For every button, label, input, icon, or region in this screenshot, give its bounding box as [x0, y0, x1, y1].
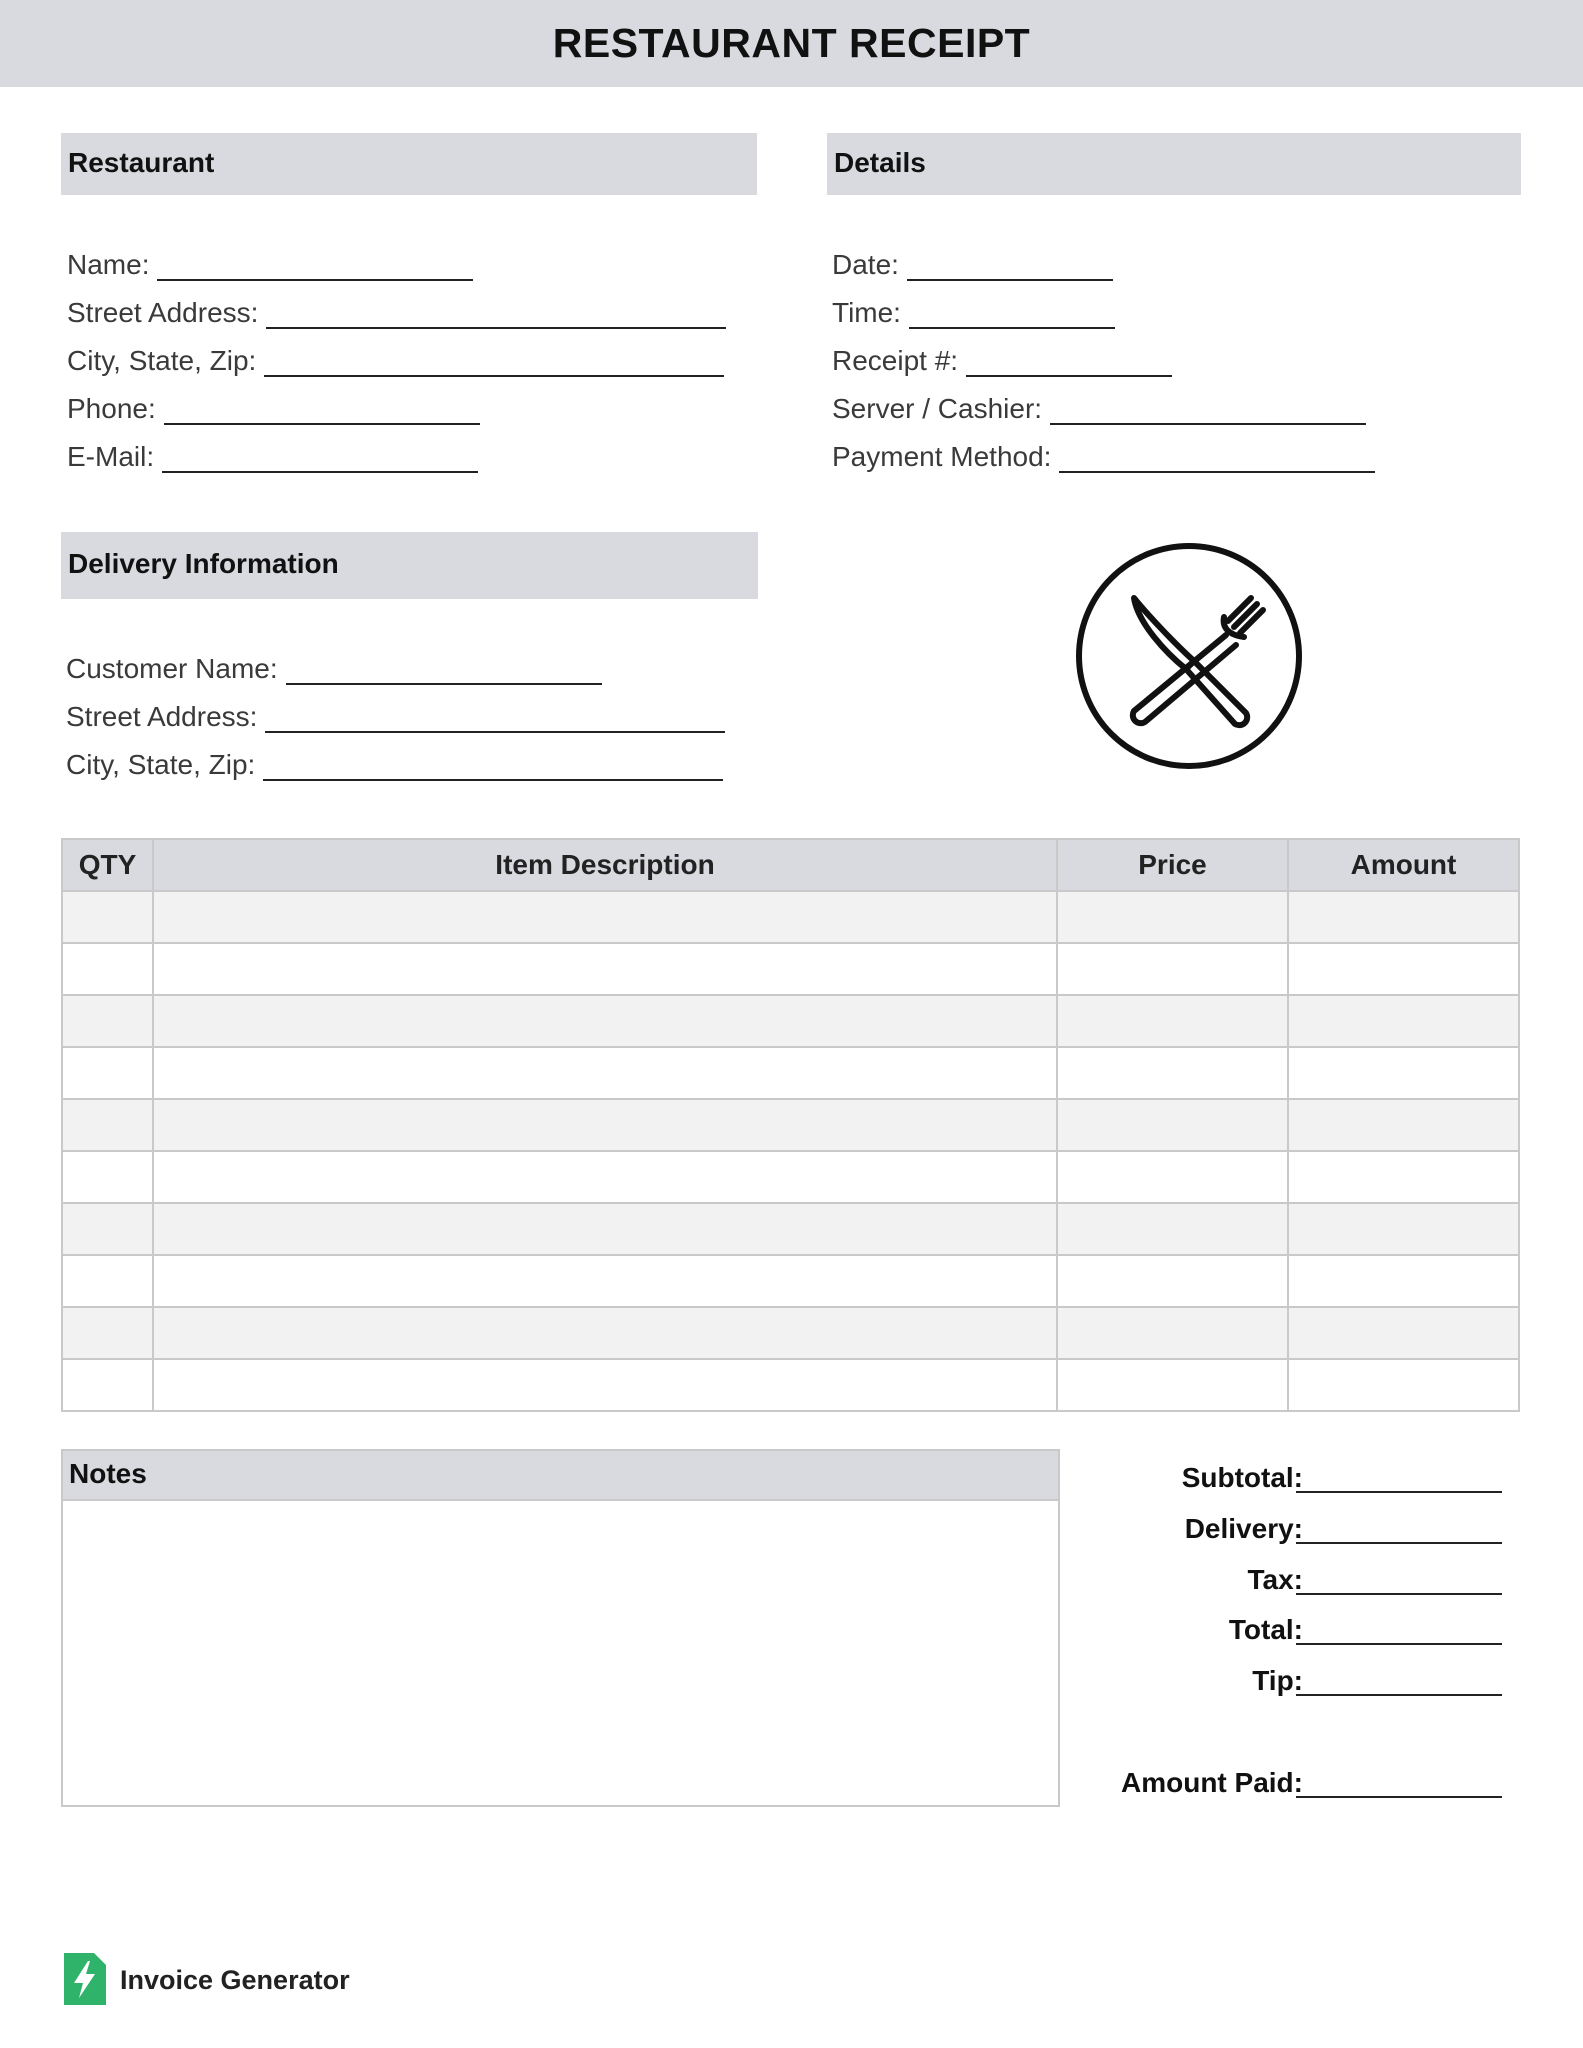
input-line[interactable]	[265, 701, 725, 733]
total-row[interactable]	[1060, 1609, 1510, 1651]
input-line[interactable]	[164, 393, 480, 425]
tip-row[interactable]	[1060, 1660, 1510, 1702]
price-cell[interactable]	[1057, 1359, 1288, 1411]
qty-cell[interactable]	[62, 1359, 153, 1411]
price-column-header: Price	[1057, 839, 1288, 891]
notes-textarea[interactable]	[61, 1499, 1060, 1807]
tax-row[interactable]	[1060, 1559, 1510, 1601]
input-line[interactable]	[1050, 393, 1366, 425]
restaurant-city-field[interactable]	[67, 341, 724, 381]
qty-cell[interactable]	[62, 891, 153, 943]
input-line[interactable]	[907, 249, 1113, 281]
details-section-heading: Details	[827, 133, 1521, 195]
qty-cell[interactable]	[62, 995, 153, 1047]
field-label: Street Address:	[66, 701, 258, 732]
amount-paid-line[interactable]	[1296, 1796, 1502, 1798]
description-cell[interactable]	[153, 1307, 1057, 1359]
time-field[interactable]	[832, 293, 1115, 333]
table-row	[62, 943, 1519, 995]
tip-label: Tip:	[1252, 1665, 1303, 1696]
description-cell[interactable]	[153, 1047, 1057, 1099]
description-cell[interactable]	[153, 995, 1057, 1047]
amount-cell[interactable]	[1288, 1307, 1519, 1359]
description-cell[interactable]	[153, 943, 1057, 995]
price-cell[interactable]	[1057, 1255, 1288, 1307]
description-cell[interactable]	[153, 1203, 1057, 1255]
delivery-street-field[interactable]	[66, 697, 725, 737]
price-cell[interactable]	[1057, 1099, 1288, 1151]
price-cell[interactable]	[1057, 1151, 1288, 1203]
qty-cell[interactable]	[62, 1307, 153, 1359]
delivery-section-heading: Delivery Information	[61, 532, 758, 599]
total-line[interactable]	[1296, 1643, 1502, 1645]
qty-cell[interactable]	[62, 943, 153, 995]
description-cell[interactable]	[153, 891, 1057, 943]
table-row	[62, 1099, 1519, 1151]
price-cell[interactable]	[1057, 1307, 1288, 1359]
qty-cell[interactable]	[62, 1099, 153, 1151]
notes-heading: Notes	[61, 1449, 1060, 1501]
tax-label: Tax:	[1247, 1564, 1303, 1595]
amount-cell[interactable]	[1288, 1359, 1519, 1411]
restaurant-name-field[interactable]	[67, 245, 473, 285]
description-cell[interactable]	[153, 1359, 1057, 1411]
subtotal-line[interactable]	[1296, 1491, 1502, 1493]
tip-line[interactable]	[1296, 1694, 1502, 1696]
subtotal-row[interactable]	[1060, 1457, 1510, 1499]
brand-name: Invoice Generator	[120, 1965, 350, 1995]
table-header-row	[62, 839, 1519, 891]
field-label: Server / Cashier:	[832, 393, 1043, 424]
field-label: Payment Method:	[832, 441, 1052, 472]
page-title: RESTAURANT RECEIPT	[552, 20, 1031, 66]
amount-cell[interactable]	[1288, 1047, 1519, 1099]
lightning-bolt-icon	[64, 1953, 106, 2005]
amount-cell[interactable]	[1288, 943, 1519, 995]
field-label: City, State, Zip:	[67, 345, 257, 376]
amount-paid-label: Amount Paid:	[1121, 1767, 1303, 1798]
customer-name-field[interactable]	[66, 649, 602, 689]
delivery-line[interactable]	[1296, 1542, 1502, 1544]
restaurant-street-field[interactable]	[67, 293, 726, 333]
qty-cell[interactable]	[62, 1255, 153, 1307]
restaurant-email-field[interactable]	[67, 437, 478, 477]
price-cell[interactable]	[1057, 1047, 1288, 1099]
input-line[interactable]	[266, 297, 726, 329]
qty-cell[interactable]	[62, 1151, 153, 1203]
price-cell[interactable]	[1057, 891, 1288, 943]
input-line[interactable]	[286, 653, 602, 685]
restaurant-section-heading: Restaurant	[61, 133, 757, 195]
delivery-total-row[interactable]	[1060, 1508, 1510, 1550]
input-line[interactable]	[162, 441, 478, 473]
payment-method-field[interactable]	[832, 437, 1375, 477]
subtotal-label: Subtotal:	[1181, 1462, 1303, 1493]
table-row	[62, 1047, 1519, 1099]
field-label: Name:	[67, 249, 150, 280]
qty-cell[interactable]	[62, 1203, 153, 1255]
field-label: E-Mail:	[67, 441, 155, 472]
tax-line[interactable]	[1296, 1593, 1502, 1595]
amount-cell[interactable]	[1288, 1203, 1519, 1255]
amount-cell[interactable]	[1288, 1099, 1519, 1151]
amount-column-header: Amount	[1288, 839, 1519, 891]
price-cell[interactable]	[1057, 943, 1288, 995]
field-label: Street Address:	[67, 297, 259, 328]
total-label: Total:	[1228, 1614, 1303, 1645]
amount-cell[interactable]	[1288, 1255, 1519, 1307]
input-line[interactable]	[966, 345, 1172, 377]
amount-cell[interactable]	[1288, 891, 1519, 943]
field-label: Time:	[832, 297, 901, 328]
description-column-header: Item Description	[153, 839, 1057, 891]
amount-paid-row[interactable]	[1060, 1762, 1510, 1804]
table-row	[62, 1359, 1519, 1411]
table-row	[62, 995, 1519, 1047]
input-line[interactable]	[909, 297, 1115, 329]
field-label: Receipt #:	[832, 345, 959, 376]
fork-knife-icon	[1076, 543, 1302, 769]
description-cell[interactable]	[153, 1151, 1057, 1203]
table-row	[62, 1203, 1519, 1255]
receipt-number-field[interactable]	[832, 341, 1172, 381]
field-label: Date:	[832, 249, 899, 280]
input-line[interactable]	[263, 749, 723, 781]
items-table	[61, 838, 1520, 1412]
field-label: City, State, Zip:	[66, 749, 256, 780]
qty-cell[interactable]	[62, 1047, 153, 1099]
delivery-label: Delivery:	[1184, 1513, 1303, 1544]
description-cell[interactable]	[153, 1099, 1057, 1151]
table-row	[62, 891, 1519, 943]
amount-cell[interactable]	[1288, 1151, 1519, 1203]
input-line[interactable]	[157, 249, 473, 281]
delivery-city-field[interactable]	[66, 745, 723, 785]
input-line[interactable]	[264, 345, 724, 377]
field-label: Customer Name:	[66, 653, 278, 684]
field-label: Phone:	[67, 393, 156, 424]
price-cell[interactable]	[1057, 1203, 1288, 1255]
amount-cell[interactable]	[1288, 995, 1519, 1047]
restaurant-phone-field[interactable]	[67, 389, 480, 429]
server-cashier-field[interactable]	[832, 389, 1366, 429]
date-field[interactable]	[832, 245, 1113, 285]
table-row	[62, 1307, 1519, 1359]
qty-column-header: QTY	[62, 839, 153, 891]
table-row	[62, 1255, 1519, 1307]
description-cell[interactable]	[153, 1255, 1057, 1307]
table-row	[62, 1151, 1519, 1203]
price-cell[interactable]	[1057, 995, 1288, 1047]
input-line[interactable]	[1059, 441, 1375, 473]
